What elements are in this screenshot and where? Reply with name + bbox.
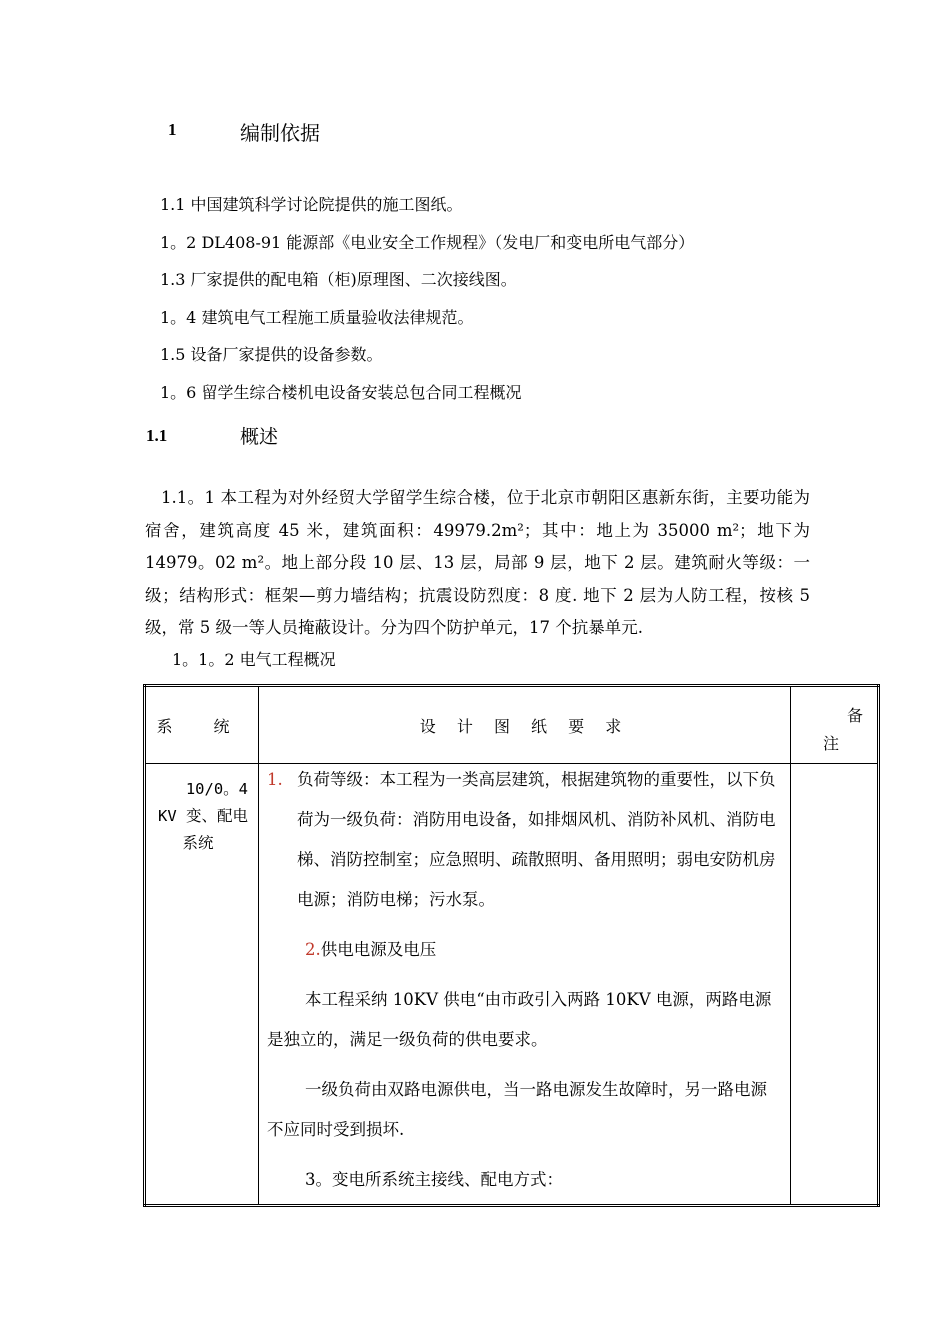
table-row bbox=[145, 764, 879, 1206]
reference-item: 1.5 设备厂家提供的设备参数。 bbox=[160, 345, 383, 364]
item2-text: 供电电源及电压 bbox=[320, 940, 437, 959]
heading2-number: 1.1 bbox=[146, 426, 168, 445]
system-line: KV 变、配电 bbox=[158, 807, 248, 825]
requirements-cell bbox=[259, 764, 791, 1206]
header-system: 系 统 bbox=[145, 686, 259, 764]
header-note-line1: 备 bbox=[846, 706, 863, 725]
reference-item: 1.1 中国建筑科学讨论院提供的施工图纸。 bbox=[160, 195, 463, 214]
item1-number: 1. bbox=[267, 770, 283, 789]
item1-text: 负荷等级：本工程为一类高层建筑，根据建筑物的重要性，以下负荷为一级负荷：消防用电设备，如排烟风机、消防补风机、消防电梯、消防控制室；应急照明、疏散照明、备用照明；弱电安防机房电源；消防电梯；污水泵。 bbox=[297, 770, 776, 909]
subheading-electrical: 1。1。2 电气工程概况 bbox=[172, 650, 336, 669]
reference-item: 1。4 建筑电气工程施工质量验收法律规范。 bbox=[160, 308, 474, 327]
heading1-number: 1 bbox=[168, 120, 177, 139]
requirement-item-3: 3。变电所系统主接线、配电方式： bbox=[305, 1170, 563, 1189]
item2-number: 2. bbox=[305, 940, 321, 959]
requirement-item-2 bbox=[267, 930, 782, 970]
heading2-title: 概述 bbox=[240, 426, 279, 448]
requirement-item-1 bbox=[267, 760, 782, 920]
system-line: 10/0。4 bbox=[185, 780, 248, 798]
table-header-row bbox=[145, 686, 879, 764]
note-cell bbox=[791, 764, 879, 1206]
reference-item: 1。2 DL408-91 能源部《电业安全工作规程》（发电厂和变电所电气部分） bbox=[160, 233, 695, 252]
header-note-line2: 注 bbox=[823, 734, 840, 753]
header-requirements: 设 计 图 纸 要 求 bbox=[259, 686, 791, 764]
reference-item: 1.3 厂家提供的配电箱（柜)原理图、二次接线图。 bbox=[160, 270, 517, 289]
system-line: 系统 bbox=[182, 834, 214, 852]
requirement-paragraph-b: 一级负荷由双路电源供电，当一路电源发生故障时，另一路电源不应同时受到损坏. bbox=[267, 1080, 767, 1139]
reference-item: 1。6 留学生综合楼机电设备安装总包合同工程概况 bbox=[160, 383, 522, 402]
heading1-title: 编制依据 bbox=[240, 121, 320, 145]
requirement-paragraph-a: 本工程采纳 10KV 供电“由市政引入两路 10KV 电源，两路电源是独立的，满足一级负荷的供电要求。 bbox=[267, 990, 772, 1049]
header-note bbox=[791, 686, 879, 764]
system-cell bbox=[145, 764, 259, 1206]
overview-paragraph: 1.1。1 本工程为对外经贸大学留学生综合楼，位于北京市朝阳区惠新东街，主要功能为宿舍，建筑高度 45 米，建筑面积：49979.2m²；其中：地上为 35000 m²；地下为 14979。02 m²。地上部分段 10 层、13 层，局部 9 层，地下 2 层。建筑耐火等级：一级；结构形式：框架—剪力墙结构；抗震设防烈度：8 度. 地下 2 层为人防工程，按核 5 级，常 5 级一等人员掩蔽设计。分为四个防护单元，17 个抗暴单元. bbox=[145, 488, 810, 637]
electrical-overview-table bbox=[143, 684, 880, 1207]
